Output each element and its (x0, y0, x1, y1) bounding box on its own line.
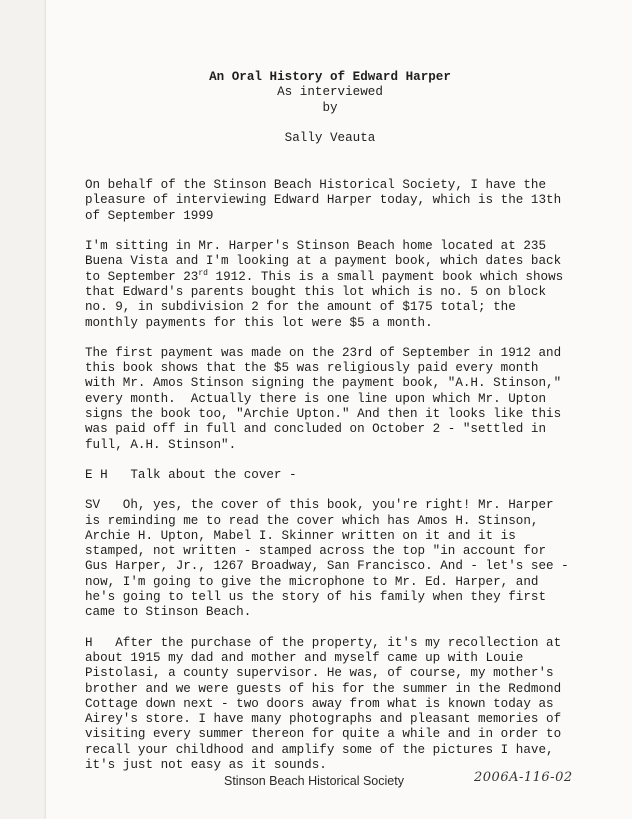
paragraph-h-recollection: H After the purchase of the property, it's my recollection at about 1915 my dad and mother and myself came up with Louie Pistolasi, a county supervisor. He was, of course, my mother's brother and we were guests of his for the summer in the Redmond Cottage down next - two doors away from what is known today as Airey's store. I have many photographs and pleasant memories of visiting every summer thereon for quite a while and in order to recall your childhood and amplify some of the pictures I have, it's just not easy as it sounds. (85, 635, 562, 772)
document-title: An Oral History of Edward Harper (209, 70, 451, 84)
paragraph-eh-prompt: E H Talk about the cover - (85, 467, 297, 482)
accession-number: 2006A-116-02 (474, 770, 573, 785)
paragraph-sv-cover: SV Oh, yes, the cover of this book, you're right! Mr. Harper is reminding me to read the cover which has Amos H. Stinson, Archie H. Upton, Mabel I. Skinner written on it and it is stamped, not written - stamped across the top "in account for Gus Harper, Jr., 1267 Broadway, San Francisco. And - let's see - now, I'm going to give the microphone to Mr. Ed. Harper, and he's going to tell us the story of his family when they first came to Stinson Beach. (85, 498, 569, 620)
paragraph-first-payment: The first payment was made on the 23rd of September in 1912 and this book shows that the $5 was religiously paid every month with Mr. Amos Stinson signing the payment book, "A.H. Stinson," every month. Actually there is one line upon which Mr. Upton signs the book too, "Archie Upton." And then it looks like this was paid off in full and concluded on October 2 - "settled in full, A.H. Stinson". (85, 345, 562, 452)
paragraph-payment-book (85, 239, 575, 331)
interviewer-name: Sally Veauta (284, 130, 376, 145)
transcript (85, 70, 575, 788)
paragraph-payment-book-part2: 1912. This is a small payment book which shows that Edward's parents bought this lot which is no. 5 on block no. 9, in subdivision 2 for the amount of $175 total; the monthly payments for this lot were $5 a month. (85, 269, 564, 330)
document-header (85, 70, 575, 146)
paragraph-payment-book-part1: I'm sitting in Mr. Harper's Stinson Beach home located at 235 Buena Vista and I'm looking at a payment book, which dates back to September 23 (85, 239, 562, 284)
paragraph-intro: On behalf of the Stinson Beach Historical Society, I have the pleasure of interviewing Edward Harper today, which is the 13th of September 1999 (85, 178, 562, 223)
footer-organization: Stinson Beach Historical Society (224, 774, 404, 788)
subtitle-line: As interviewed (277, 85, 383, 100)
ordinal-suffix: rd (198, 268, 208, 278)
subtitle-by: by (322, 100, 338, 115)
